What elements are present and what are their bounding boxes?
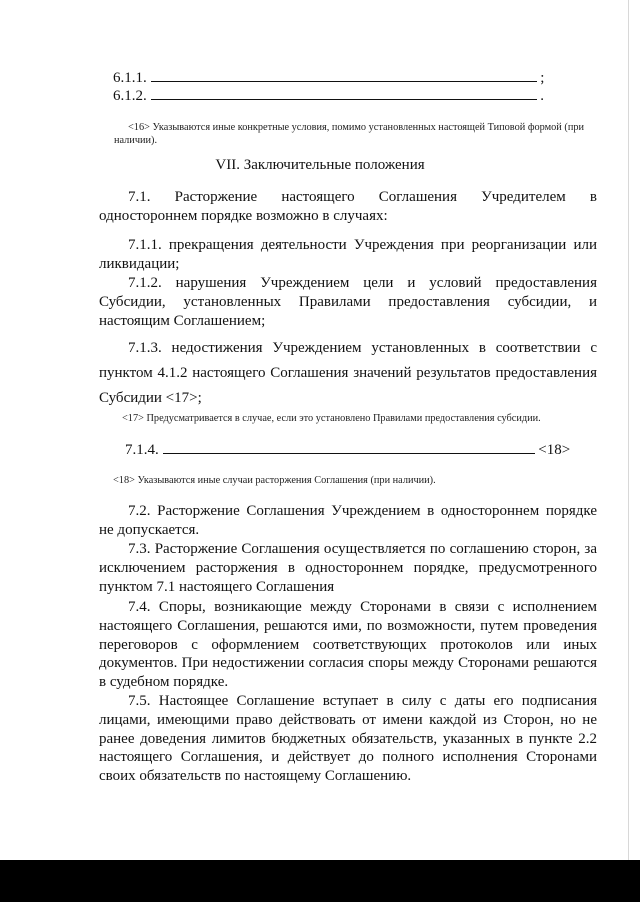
clause-7-1-4-line — [125, 440, 570, 459]
blank-rule — [163, 440, 535, 454]
paragraph-7-5: 7.5. Настоящее Соглашение вступает в силу с даты его подписания лицами, имеющими право действовать от имени каждой из Сторон, но не ранее доведения лимитов бюджетных обязательств, указанных в пункте 2.2 настоящего Соглашения, и действует до полного исполнения Сторонами своих обязательств по настоящему Соглашению. — [99, 693, 597, 785]
paragraph-7-4: 7.4. Споры, возникающие между Сторонами в связи с исполнением настоящего Соглашения, решаются ими, по возможности, путем проведения переговоров с оформлением соответствующих протоколов или иных документов. При недостижении согласия споры между Сторонами решаются в судебном порядке. — [99, 599, 597, 691]
clause-7-1-4-end: <18> — [538, 442, 571, 458]
clause-7-1-4-label: 7.1.4. — [125, 442, 159, 458]
paragraph-7-2: 7.2. Расторжение Соглашения Учреждением в одностороннем порядке не допускается. — [99, 503, 597, 538]
paragraph-7-1-3: 7.1.3. недостижения Учреждением установленных в соответствии с пунктом 4.1.2 настоящего Соглашения значений результатов предоставления Субсидии <17>; — [99, 340, 597, 406]
paragraph-7-1-2: 7.1.2. нарушения Учреждением цели и условий предоставления Субсидии, установленных Правилами предоставления субсидии, и настоящим Соглашением; — [99, 275, 597, 329]
clause-6-1-1-label: 6.1.1. — [113, 70, 147, 86]
paragraph-7-1: 7.1. Расторжение настоящего Соглашения Учредителем в одностороннем порядке возможно в случаях: — [99, 189, 597, 224]
blank-rule — [151, 86, 537, 100]
section-title: VII. Заключительные положения — [215, 157, 425, 173]
footnote-18: <18> Указываются иные случаи расторжения Соглашения (при наличии). — [113, 475, 436, 486]
scan-edge — [628, 0, 640, 860]
clause-6-1-2-line — [113, 86, 544, 105]
blank-rule — [151, 68, 537, 82]
paragraph-7-1-1: 7.1.1. прекращения деятельности Учреждения при реорганизации или ликвидации; — [99, 237, 597, 272]
clause-6-1-1-end: ; — [540, 70, 545, 86]
paragraph-7-3: 7.3. Расторжение Соглашения осуществляется по соглашению сторон, за исключением расторжения в одностороннем порядке, предусмотренного пунктом 7.1 настоящего Соглашения — [99, 541, 597, 595]
clause-6-1-1-line — [113, 68, 544, 87]
clause-6-1-2-label: 6.1.2. — [113, 88, 147, 104]
scan-bottom-border — [0, 860, 640, 902]
clause-6-1-2-end: . — [540, 88, 544, 104]
footnote-16: <16> Указываются иные конкретные условия, помимо установленных настоящей Типовой формой (при наличии). — [114, 122, 584, 146]
footnote-17: <17> Предусматривается в случае, если это установлено Правилами предоставления субсидии. — [122, 413, 541, 424]
